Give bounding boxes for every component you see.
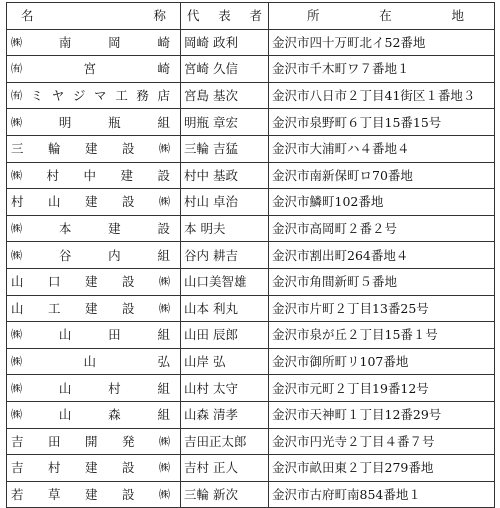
- company-name-cell: [7, 135, 181, 162]
- table-row: [7, 428, 495, 455]
- company-name: ㈱ 明 瓶 組: [11, 114, 170, 130]
- representative-cell: 三輪 吉猛: [181, 135, 269, 162]
- company-name: 吉 田 開 発 ㈱: [11, 433, 170, 449]
- company-name-cell: [7, 189, 181, 216]
- company-name-cell: [7, 56, 181, 83]
- company-name-cell: [7, 268, 181, 295]
- address-cell: 金沢市天神町１丁目12番29号: [269, 401, 495, 428]
- address-cell: 金沢市泉野町６丁目15番15号: [269, 109, 495, 136]
- company-name: ㈱ 山 田 組: [11, 327, 170, 343]
- company-name: 山 工 建 設 ㈱: [11, 300, 170, 316]
- address-cell: 金沢市古府町南854番地１: [269, 481, 495, 508]
- company-name: ㈲ ミ ヤ ジ マ 工 務 店: [11, 88, 170, 104]
- representative-cell: 明瓶 章宏: [181, 109, 269, 136]
- company-name: ㈲ 宮 崎: [11, 61, 170, 77]
- representative-cell: 本 明夫: [181, 215, 269, 242]
- address-cell: 金沢市八日市２丁目41街区１番地３: [269, 82, 495, 109]
- table-row: [7, 375, 495, 402]
- company-name: ㈱ 山 弘: [11, 354, 170, 370]
- company-name-cell: [7, 82, 181, 109]
- company-name-cell: [7, 322, 181, 349]
- representative-cell: 宮崎 久信: [181, 56, 269, 83]
- company-name-cell: [7, 295, 181, 322]
- address-cell: 金沢市泉が丘２丁目15番１号: [269, 322, 495, 349]
- company-name-cell: [7, 455, 181, 482]
- header-name-char: 称: [153, 8, 166, 24]
- address-cell: 金沢市鱗町102番地: [269, 189, 495, 216]
- table-row: [7, 268, 495, 295]
- representative-cell: 吉田正太郎: [181, 428, 269, 455]
- company-name-cell: [7, 401, 181, 428]
- header-rep-char: 代: [187, 8, 200, 24]
- address-cell: 金沢市円光寺２丁目４番７号: [269, 428, 495, 455]
- table-row: [7, 56, 495, 83]
- representative-cell: 山本 利丸: [181, 295, 269, 322]
- company-name-cell: [7, 109, 181, 136]
- table-row: [7, 162, 495, 189]
- address-cell: 金沢市元町２丁目19番12号: [269, 375, 495, 402]
- company-name-cell: [7, 29, 181, 56]
- table-row: [7, 109, 495, 136]
- company-name: ㈱ 南 岡 崎: [11, 34, 170, 50]
- company-name-cell: [7, 348, 181, 375]
- company-name-cell: [7, 162, 181, 189]
- header-addr-char: 所: [307, 8, 320, 24]
- company-name: ㈱ 村 中 建 設: [11, 167, 170, 183]
- address-cell: 金沢市高岡町２番２号: [269, 215, 495, 242]
- company-name: 三 輪 建 設 ㈱: [11, 141, 170, 157]
- representative-cell: 村中 基政: [181, 162, 269, 189]
- header-address: [269, 3, 495, 30]
- header-representative: [181, 3, 269, 30]
- table-row: [7, 135, 495, 162]
- company-name: ㈱ 本 建 設: [11, 221, 170, 237]
- company-name-cell: [7, 242, 181, 269]
- table-row: [7, 401, 495, 428]
- address-cell: 金沢市四十万町北イ52番地: [269, 29, 495, 56]
- representative-cell: 村山 卓治: [181, 189, 269, 216]
- header-rep-char: 表: [218, 8, 231, 24]
- table-row: [7, 295, 495, 322]
- header-row: [7, 3, 495, 30]
- table-body: [7, 29, 495, 508]
- header-addr-char: 地: [451, 8, 464, 24]
- company-name-cell: [7, 481, 181, 508]
- company-name: 山 口 建 設 ㈱: [11, 274, 170, 290]
- company-name: ㈱ 山 森 組: [11, 407, 170, 423]
- table-row: [7, 215, 495, 242]
- company-name-cell: [7, 375, 181, 402]
- address-cell: 金沢市角間新町５番地: [269, 268, 495, 295]
- company-name-cell: [7, 428, 181, 455]
- address-cell: 金沢市千木町ワ７番地１: [269, 56, 495, 83]
- address-cell: 金沢市大浦町ハ４番地４: [269, 135, 495, 162]
- address-cell: 金沢市畝田東２丁目279番地: [269, 455, 495, 482]
- header-name: [7, 3, 181, 30]
- table-row: [7, 189, 495, 216]
- table-row: [7, 29, 495, 56]
- company-name: 若 草 建 設 ㈱: [11, 486, 170, 502]
- representative-cell: 吉村 正人: [181, 455, 269, 482]
- representative-cell: 山森 清孝: [181, 401, 269, 428]
- table-row: [7, 322, 495, 349]
- representative-cell: 谷内 耕吉: [181, 242, 269, 269]
- table-row: [7, 348, 495, 375]
- address-cell: 金沢市南新保町ロ70番地: [269, 162, 495, 189]
- table-row: [7, 455, 495, 482]
- representative-cell: 宮島 基次: [181, 82, 269, 109]
- representative-cell: 山岸 弘: [181, 348, 269, 375]
- representative-cell: 山村 太守: [181, 375, 269, 402]
- company-name: 吉 村 建 設 ㈱: [11, 460, 170, 476]
- table-row: [7, 481, 495, 508]
- company-table: [6, 2, 495, 508]
- company-name: 村 山 建 設 ㈱: [11, 194, 170, 210]
- company-name: ㈱ 谷 内 組: [11, 247, 170, 263]
- representative-cell: 岡崎 政利: [181, 29, 269, 56]
- company-name: ㈱ 山 村 組: [11, 380, 170, 396]
- header-name-char: 名: [21, 8, 34, 24]
- representative-cell: 三輪 新次: [181, 481, 269, 508]
- representative-cell: 山口美智雄: [181, 268, 269, 295]
- representative-cell: 山田 辰郎: [181, 322, 269, 349]
- table-row: [7, 82, 495, 109]
- table-row: [7, 242, 495, 269]
- address-cell: 金沢市割出町264番地４: [269, 242, 495, 269]
- header-addr-char: 在: [379, 8, 392, 24]
- address-cell: 金沢市片町２丁目13番25号: [269, 295, 495, 322]
- address-cell: 金沢市御所町リ107番地: [269, 348, 495, 375]
- header-rep-char: 者: [249, 8, 262, 24]
- company-name-cell: [7, 215, 181, 242]
